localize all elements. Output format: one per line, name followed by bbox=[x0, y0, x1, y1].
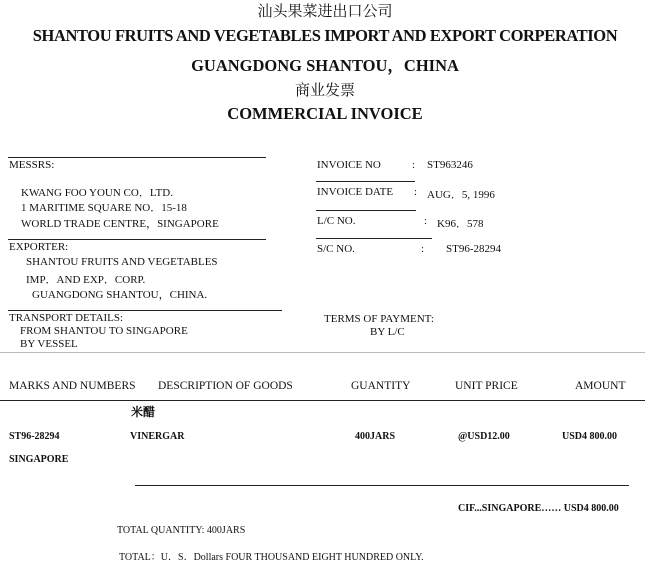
invoice-date-value: AUG．5, 1996 bbox=[427, 189, 495, 201]
invoice-date-label: INVOICE DATE bbox=[317, 186, 394, 198]
company-location: GUANGDONG SHANTOU，CHINA bbox=[191, 56, 459, 75]
invoice-date-colon: : bbox=[414, 186, 418, 198]
exporter-line-1: SHANTOU FRUITS AND VEGETABLES bbox=[26, 256, 218, 268]
invoice-no-rule bbox=[316, 181, 415, 182]
messrs-address-line-3: WORLD TRADE CENTRE，SINGAPORE bbox=[21, 218, 219, 230]
sc-no-colon: : bbox=[421, 243, 425, 255]
table-header-rule bbox=[0, 400, 645, 401]
row-mark-line-2: SINGAPORE bbox=[9, 454, 69, 465]
payment-terms-value: BY L/C bbox=[370, 326, 405, 338]
exporter-label: EXPORTER: bbox=[9, 241, 69, 253]
row-amount: USD4 800.00 bbox=[562, 431, 618, 442]
row-unit-price: @USD12.00 bbox=[458, 431, 510, 442]
document-title: COMMERCIAL INVOICE bbox=[227, 104, 423, 123]
header-description-of-goods: DESCRIPTION OF GOODS bbox=[158, 380, 293, 392]
document-type-chinese: 商业发票 bbox=[294, 81, 355, 99]
goods-name-chinese: 米醋 bbox=[131, 405, 156, 419]
sc-no-label: S/C NO. bbox=[317, 243, 355, 255]
header-amount: AMOUNT bbox=[575, 380, 626, 392]
messrs-top-rule bbox=[8, 157, 266, 158]
transport-route: FROM SHANTOU TO SINGAPORE bbox=[20, 325, 188, 337]
total-quantity: TOTAL QUANTITY: 400JARS bbox=[117, 525, 246, 536]
header-unit-price: UNIT PRICE bbox=[455, 380, 518, 392]
table-top-rule bbox=[0, 352, 645, 353]
invoice-no-colon: : bbox=[412, 159, 416, 171]
cif-total: CIF...SINGAPORE…… USD4 800.00 bbox=[458, 503, 619, 514]
messrs-label: MESSRS: bbox=[9, 159, 55, 171]
header-marks-and-numbers: MARKS AND NUMBERS bbox=[9, 380, 136, 392]
invoice-date-rule bbox=[316, 210, 416, 211]
exporter-top-rule bbox=[8, 239, 266, 240]
row-description: VINERGAR bbox=[130, 431, 185, 442]
row-mark: ST96-28294 bbox=[9, 431, 60, 442]
invoice-no-value: ST963246 bbox=[427, 159, 473, 171]
company-name-english: SHANTOU FRUITS AND VEGETABLES IMPORT AND EXPORT CORPERATION bbox=[32, 26, 618, 45]
payment-terms-label: TERMS OF PAYMENT: bbox=[324, 313, 434, 325]
lc-no-colon: : bbox=[424, 215, 428, 227]
exporter-line-2: IMP．AND EXP．CORP. bbox=[26, 274, 146, 286]
invoice-no-label: INVOICE NO bbox=[317, 159, 381, 171]
company-name-chinese: 汕头果菜进出口公司 bbox=[257, 2, 393, 20]
transport-mode: BY VESSEL bbox=[20, 338, 78, 350]
total-in-words: TOTAL：U．S．Dollars FOUR THOUSAND EIGHT HUNDRED ONLY. bbox=[119, 552, 424, 563]
sc-no-value: ST96-28294 bbox=[446, 243, 501, 255]
lc-no-value: K96．578 bbox=[437, 218, 484, 230]
row-quantity: 400JARS bbox=[355, 431, 396, 442]
messrs-address-line-2: 1 MARITIME SQUARE NO．15-18 bbox=[21, 202, 187, 214]
header-quantity: GUANTITY bbox=[351, 380, 411, 392]
lc-no-rule bbox=[316, 238, 432, 239]
lc-no-label: L/C NO. bbox=[317, 215, 356, 227]
exporter-line-3: GUANGDONG SHANTOU，CHINA. bbox=[32, 289, 208, 301]
totals-rule bbox=[135, 485, 629, 486]
transport-top-rule bbox=[8, 310, 282, 311]
messrs-address-line-1: KWANG FOO YOUN CO．LTD. bbox=[21, 187, 173, 199]
transport-label: TRANSPORT DETAILS: bbox=[9, 312, 124, 324]
